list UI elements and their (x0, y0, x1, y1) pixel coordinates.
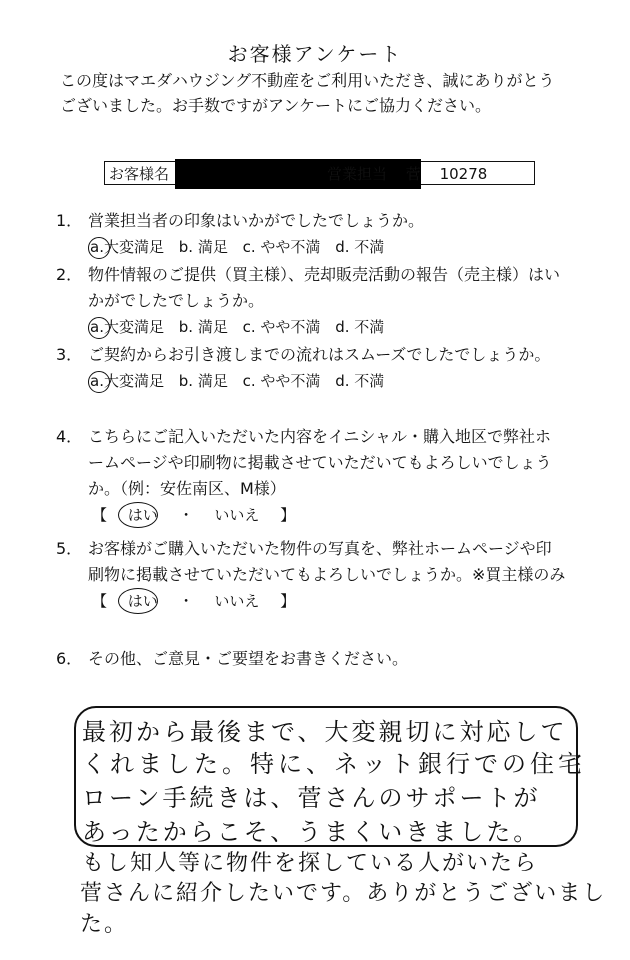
question-number: 2． (56, 265, 83, 284)
bracket-close: 】 (280, 506, 296, 524)
option-d: d. 不満 (335, 318, 385, 336)
intro-text: この度はマエダハウジング不動産をご利用いただき、誠にありがとうございました。お手数ですがアンケートにご協力ください。 (60, 71, 555, 115)
staff-name: 菅 (405, 165, 421, 183)
question-number: 4． (56, 427, 83, 446)
option-c: c. やや不満 (242, 238, 321, 256)
answer-circle (88, 237, 110, 259)
option-b: b. 満足 (178, 318, 228, 336)
option-c: c. やや不満 (242, 318, 321, 336)
question-number: 3． (56, 345, 83, 364)
option-a-label: 大変満足 (103, 318, 164, 336)
page-title: お客様アンケート (227, 42, 403, 66)
customer-name-label: お客様名 (109, 165, 170, 183)
answer-options (90, 368, 566, 394)
staff-label: 営業担当 (327, 165, 388, 183)
option-b: b. 満足 (178, 238, 228, 256)
staff-code: 10278 (439, 165, 488, 183)
handwritten-line: 菅さんに紹介したいです。ありがとうございました。 (80, 881, 607, 937)
yes-no-options (92, 588, 566, 614)
option-no: いいえ (214, 506, 260, 524)
answer-options (90, 234, 566, 260)
question-6 (56, 646, 566, 672)
yes-no-options (92, 502, 566, 528)
handwritten-line: くれました。特に、ネット銀行での住宅 (82, 750, 586, 778)
option-yes: はい (127, 506, 158, 524)
question-4 (56, 424, 566, 528)
question-number: 5． (56, 539, 83, 558)
option-c: c. やや不満 (242, 372, 321, 390)
option-b: b. 満足 (178, 372, 228, 390)
question-3 (56, 342, 566, 394)
question-1 (56, 208, 566, 260)
answer-options (90, 314, 566, 340)
customer-info-box (104, 161, 535, 185)
question-2 (56, 262, 566, 340)
separator: ・ (178, 506, 194, 524)
option-a-label: 大変満足 (103, 372, 164, 390)
question-text: 物件情報のご提供（買主様）、売却販売活動の報告（売主様）はいかがでしたでしょうか。 (88, 265, 561, 310)
option-a-label: 大変満足 (103, 238, 164, 256)
separator: ・ (178, 592, 194, 610)
answer-circle (118, 502, 158, 528)
question-5 (56, 536, 566, 614)
answer-circle (88, 317, 110, 339)
question-text: 営業担当者の印象はいかがでしたでしょうか。 (88, 211, 425, 230)
question-text: こちらにご記入いただいた内容をイニシャル・購入地区で弊社ホームページや印刷物に掲載させていただいてもよろしいでしょうか。（例：安佐南区、M様） (88, 427, 552, 498)
option-no: いいえ (214, 592, 260, 610)
question-text: その他、ご意見・ご要望をお書きください。 (88, 649, 409, 668)
handwritten-line: もし知人等に物件を探している人がいたら (82, 851, 539, 876)
option-yes: はい (127, 592, 158, 610)
bracket-close: 】 (280, 592, 296, 610)
answer-circle (118, 588, 158, 614)
answer-circle (88, 371, 110, 393)
option-d: d. 不満 (335, 372, 385, 390)
option-a: a. (90, 372, 104, 390)
cropped-line-wrap (80, 876, 620, 937)
question-text: ご契約からお引き渡しまでの流れはスムーズでしたでしょうか。 (88, 345, 551, 364)
handwritten-line: 最初から最後まで、大変親切に対応して (82, 718, 568, 746)
option-a: a. (90, 318, 104, 336)
question-text: お客様がご購入いただいた物件の写真を、弊社ホームページや印刷物に掲載させていただいてもよろしいでしょうか。※買主様のみ (88, 539, 566, 584)
handwritten-line: ローン手続きは、菅さんのサポートが (82, 784, 541, 812)
question-number: 6． (56, 649, 83, 668)
handwritten-line: あったからこそ、うまくいきました。 (82, 818, 541, 846)
bracket-open: 【 (92, 506, 108, 524)
question-number: 1． (56, 211, 83, 230)
option-d: d. 不満 (335, 238, 385, 256)
bracket-open: 【 (92, 592, 108, 610)
staff-info (327, 162, 501, 186)
option-a: a. (90, 238, 104, 256)
